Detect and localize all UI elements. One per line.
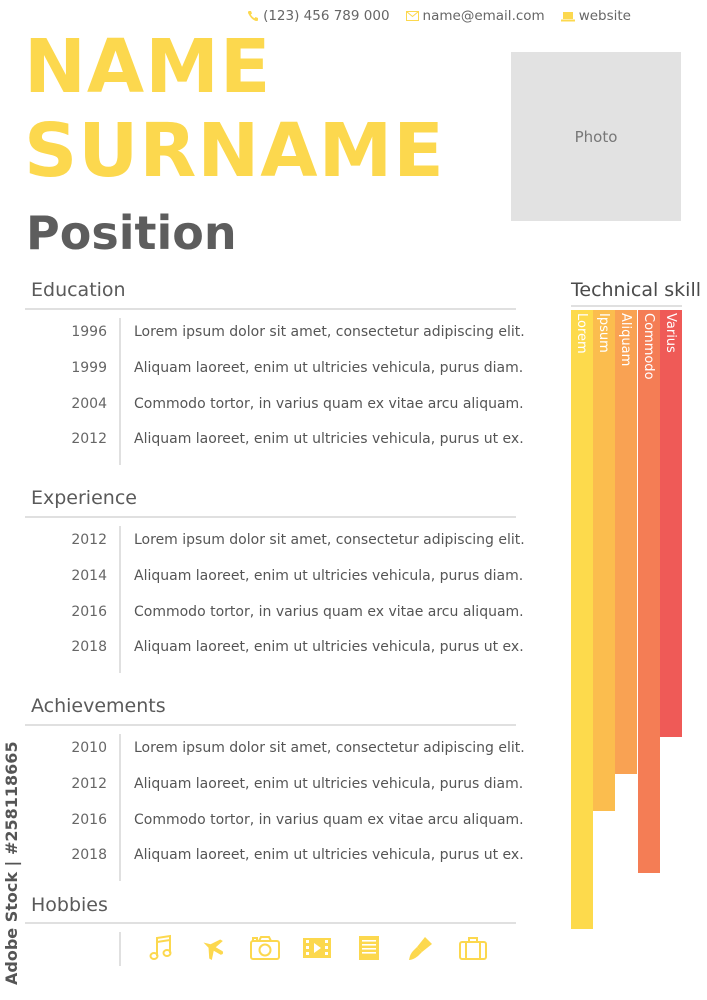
- entry-year: 2012: [71, 431, 107, 447]
- entry-year: 2016: [71, 812, 107, 828]
- skill-label: Aliquam: [618, 313, 633, 367]
- skill-bar-aliquam: [615, 310, 637, 774]
- entry-year: 1999: [71, 360, 107, 376]
- skills-divider: [571, 305, 682, 307]
- phone-number[interactable]: (123) 456 789 000: [263, 8, 390, 24]
- photo-label: Photo: [574, 127, 618, 146]
- entry-text: Aliquam laoreet, enim ut ultricies vehicula, purus diam.: [134, 568, 524, 584]
- entry-text: Aliquam laoreet, enim ut ultricies vehicula, purus ut ex.: [134, 431, 524, 447]
- education-divider: [25, 308, 516, 310]
- airplane-icon: [187, 932, 239, 964]
- entry-year: 2016: [71, 604, 107, 620]
- book-icon: [343, 932, 395, 964]
- entry-text: Commodo tortor, in varius quam ex vitae arcu aliquam.: [134, 604, 524, 620]
- skills-heading: Technical skill: [571, 279, 702, 301]
- entry-text: Lorem ipsum dolor sit amet, consectetur adipiscing elit.: [134, 532, 525, 548]
- achievements-row: [25, 847, 524, 867]
- skill-bar-varius: [660, 310, 682, 737]
- skill-bar-ipsum: [593, 310, 615, 811]
- first-name: NAME: [24, 24, 272, 110]
- entry-year: 2004: [71, 396, 107, 412]
- laptop-icon: [561, 11, 575, 22]
- website-item: [561, 8, 631, 24]
- skill-label: Ipsum: [596, 313, 611, 353]
- hobbies-icons: [135, 932, 499, 964]
- achievements-row: [25, 776, 524, 796]
- achievements-heading: Achievements: [31, 695, 166, 717]
- entry-year: 2014: [71, 568, 107, 584]
- phone-item: [247, 8, 389, 24]
- suitcase-icon: [447, 932, 499, 964]
- website-link[interactable]: website: [578, 8, 631, 24]
- entry-text: Lorem ipsum dolor sit amet, consectetur adipiscing elit.: [134, 324, 525, 340]
- surname: SURNAME: [24, 108, 445, 194]
- achievements-row: [25, 812, 524, 832]
- hobbies-heading: Hobbies: [31, 894, 108, 916]
- entry-year: 1996: [71, 324, 107, 340]
- skill-label: Varius: [663, 313, 678, 353]
- phone-icon: [247, 10, 259, 22]
- hobbies-divider: [25, 922, 516, 924]
- skill-bar-lorem: [571, 310, 593, 929]
- experience-row: [25, 568, 524, 588]
- entry-text: Commodo tortor, in varius quam ex vitae arcu aliquam.: [134, 396, 524, 412]
- paintbrush-icon: [395, 932, 447, 964]
- entry-year: 2018: [71, 847, 107, 863]
- contact-bar: [247, 8, 631, 24]
- photo-placeholder: [511, 52, 681, 221]
- entry-text: Aliquam laoreet, enim ut ultricies vehicula, purus diam.: [134, 776, 524, 792]
- entry-year: 2010: [71, 740, 107, 756]
- entry-year: 2012: [71, 776, 107, 792]
- education-row: [25, 360, 524, 380]
- entry-text: Aliquam laoreet, enim ut ultricies vehicula, purus ut ex.: [134, 847, 524, 863]
- skill-label: Lorem: [574, 313, 589, 354]
- camera-icon: [239, 932, 291, 964]
- entry-text: Lorem ipsum dolor sit amet, consectetur adipiscing elit.: [134, 740, 525, 756]
- skill-label: Commodo: [641, 313, 656, 380]
- mail-icon: [406, 11, 419, 21]
- achievements-divider: [25, 724, 516, 726]
- entry-text: Aliquam laoreet, enim ut ultricies vehicula, purus diam.: [134, 360, 524, 376]
- stock-watermark: Adobe Stock | #258118665: [2, 741, 21, 985]
- music-note-icon: [135, 932, 187, 964]
- entry-text: Aliquam laoreet, enim ut ultricies vehicula, purus ut ex.: [134, 639, 524, 655]
- video-play-icon: [291, 932, 343, 964]
- experience-row: [25, 639, 524, 659]
- email-item: [406, 8, 545, 24]
- hobbies-timeline: [119, 932, 121, 966]
- education-row: [25, 396, 524, 416]
- education-row: [25, 431, 524, 451]
- skill-bar-commodo: [638, 310, 660, 873]
- education-heading: Education: [31, 279, 126, 301]
- experience-divider: [25, 516, 516, 518]
- position-title: Position: [26, 206, 237, 260]
- experience-row: [25, 532, 525, 552]
- entry-text: Commodo tortor, in varius quam ex vitae arcu aliquam.: [134, 812, 524, 828]
- education-row: [25, 324, 525, 344]
- experience-heading: Experience: [31, 487, 137, 509]
- entry-year: 2012: [71, 532, 107, 548]
- experience-row: [25, 604, 524, 624]
- entry-year: 2018: [71, 639, 107, 655]
- email-address[interactable]: name@email.com: [422, 8, 545, 24]
- achievements-row: [25, 740, 525, 760]
